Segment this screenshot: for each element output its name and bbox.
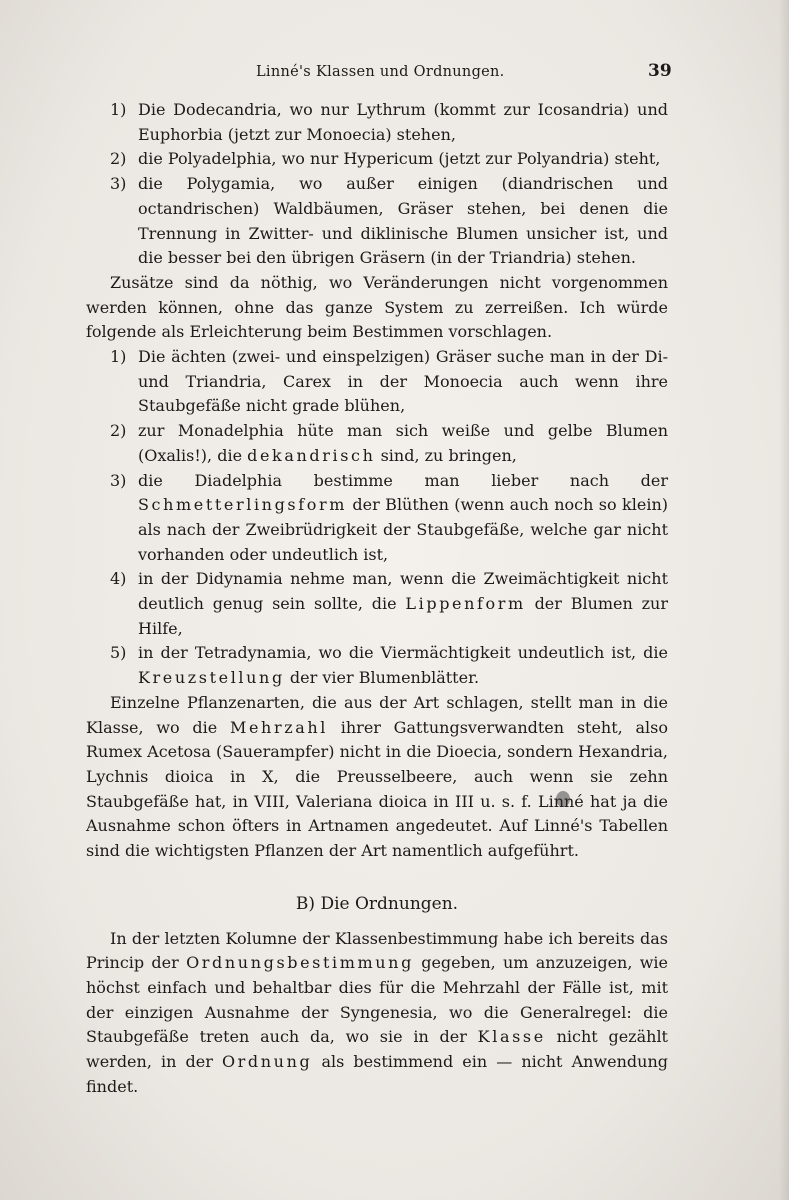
spaced-term: dekandrisch [247,445,376,465]
ink-spot [556,791,570,807]
page-number: 39 [648,61,672,81]
list-item: 5) in der Tetradynamia, wo die Viermächtigkeit undeutlich ist, die Kreuzstellung der vier Blumenblätter. [110,643,668,688]
spaced-term: Mehrzahl [230,717,328,737]
spaced-term: Schmetterlingsform [138,495,348,515]
spaced-term: Kreuzstellung [138,668,285,688]
page-edge-shadow [779,0,789,1200]
list-item: 4) in der Didynamia nehme man, wenn die Zweimächtigkeit nicht deutlich genug sein sollte, die Lippenform der Blumen zur Hilfe, [110,569,668,638]
list-item: 2) die Polyadelphia, wo nur Hypericum (jetzt zur Polyandria) steht, [110,149,661,169]
list-item: 1) Die ächten (zwei- und einspelzigen) Gräser suche man in der Di- und Triandria, Carex in der Monoecia auch wenn ihre Staubgefäße nicht grade blühen, [110,347,668,416]
spaced-term: Ordnung [221,1052,313,1072]
spaced-term: Lippenform [405,594,526,614]
section-heading: B) Die Ordnungen. [295,893,459,914]
list-item: 3) die Polygamia, wo außer einigen (diandrischen und octandrischen) Waldbäumen, Gräser stehen, bei denen die Trennung in Zwitter- und diklinische Blumen unsicher ist, und die besser bei den übrigen Gräsern (in der Triandria) stehen. [110,174,668,268]
paragraph-zusaetze: Zusätze sind da nöthig, wo Veränderungen nicht vorgenommen werden können, ohne das ganze System zu zerreißen. Ich würde folgende als Erleichterung beim Bestimmen vorschlagen. [86,272,668,342]
page-header [86,60,672,90]
paragraph-einzelne: Einzelne Pflanzenarten, die aus der Art schlagen, stellt man in die Klasse, wo die Mehrzahl ihrer Gattungsverwandten steht, also Rumex Acetosa (Sauerampfer) nicht in die Dioecia, sondern Hexandria, Lychnis dioica in X, die Preusselbeere, auch wenn sie zehn Staubgefäße hat, in VIII, Valeriana dioica in III u. s. f. Linné hat ja die Ausnahme schon öfters in Artnamen angedeutet. Auf Linné's Tabellen sind die wichtigsten Pflanzen der Art namentlich aufgeführt. [86,692,668,861]
spaced-term: Klasse [477,1027,546,1047]
list-item: 1) Die Dodecandria, wo nur Lythrum (kommt zur Icosandria) und Euphorbia (jetzt zur Monoecia) stehen, [110,100,668,144]
list-item: 2) zur Monadelphia hüte man sich weiße und gelbe Blumen (Oxalis!), die dekandrisch sind, zu bringen, [110,421,668,465]
paragraph-ordnungen: In der letzten Kolumne der Klassenbestimmung habe ich bereits das Princip der Ordnungsbestimmung gegeben, um anzuzeigen, wie höchst einfach und behaltbar dies für die Mehrzahl der Fälle ist, mit der einzigen Ausnahme der Syngenesia, wo die Generalregel: die Staubgefäße treten auch da, wo sie in der Klasse nicht gezählt werden, in der Ordnung als bestimmend ein — nicht Anwendung findet. [86,928,668,1096]
spaced-term: Ordnungsbestimmung [186,953,414,973]
running-head: Linné's Klassen und Ordnungen. [256,64,505,80]
list-item: 3) die Diadelphia bestimme man lieber nach der Schmetterlingsform der Blüthen (wenn auch noch so klein) als nach der Zweibrüdrigkeit der Staubgefäße, welche gar nicht vorhanden oder undeutlich ist, [110,470,668,564]
body-text [86,98,668,1099]
